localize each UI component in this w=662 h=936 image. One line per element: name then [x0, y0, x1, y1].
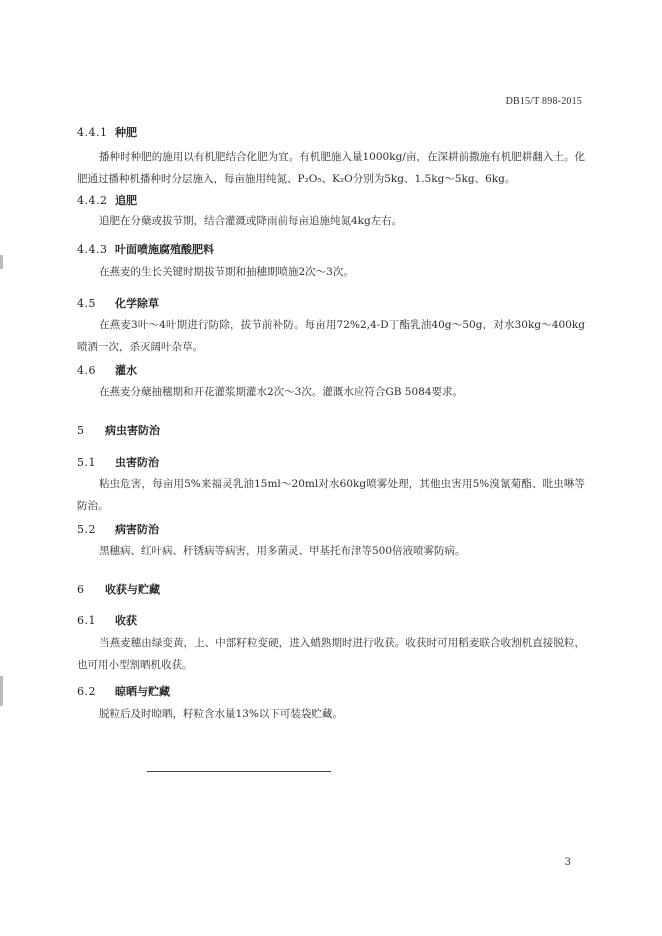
section-title: 病害防治 [115, 523, 159, 536]
section-heading [77, 124, 137, 140]
standard-code: DB15/T 898-2015 [505, 96, 582, 107]
section-title: 虫害防治 [115, 456, 159, 469]
section-heading [77, 192, 137, 208]
paragraph: 当燕麦穗由绿变黄，上、中部籽粒变硬，进入蜡熟期时进行收获。收获时可用稻麦联合收割机直接脱粒，也可用小型割晒机收获。 [77, 637, 585, 671]
section-title: 化学除草 [115, 297, 159, 310]
section-number: 5.2 [77, 523, 96, 536]
chapter-number: 6 [77, 583, 85, 596]
section-number: 4.5 [77, 297, 96, 310]
paragraph: 脱粒后及时晾晒，籽粒含水量13%以下可装袋贮藏。 [99, 708, 343, 720]
section-number: 4.4.3 [77, 243, 108, 256]
paragraph: 追肥在分蘖或拔节期，结合灌溉或降雨前每亩追施纯氮4kg左右。 [99, 215, 403, 227]
end-rule [147, 771, 331, 772]
section-title: 追肥 [115, 194, 137, 207]
section-title: 种肥 [115, 126, 137, 139]
section-heading [77, 683, 170, 699]
paragraph: 在燕麦的生长关键时期拔节期和抽穗期喷施2次～3次。 [99, 266, 354, 278]
paragraph: 黑穗病、红叶病、秆锈病等病害，用多菌灵、甲基托布津等500倍液喷雾防病。 [99, 545, 466, 557]
section-heading [77, 295, 159, 311]
section-heading [77, 612, 137, 628]
section-heading [77, 362, 137, 378]
section-number: 4.4.1 [77, 126, 108, 139]
chapter-heading [77, 422, 160, 438]
section-heading [77, 521, 159, 537]
section-title: 叶面喷施腐殖酸肥料 [115, 243, 214, 256]
chapter-title: 收获与贮藏 [105, 583, 160, 596]
section-number: 6.2 [77, 685, 96, 698]
section-number: 6.1 [77, 614, 96, 627]
section-heading [77, 241, 214, 257]
page-number: 3 [564, 857, 571, 868]
paragraph: 播种时种肥的施用以有机肥结合化肥为宜。有机肥施入量1000kg/亩，在深耕前撒施有机肥耕翻入土。化肥通过播种机播种时分层施入，每亩施用纯氮、P₂O₅、K₂O分别为5kg、1.5kg～5kg、6kg。 [77, 151, 585, 185]
chapter-title: 病虫害防治 [105, 424, 160, 437]
section-heading [77, 454, 159, 470]
paragraph: 粘虫危害，每亩用5%来福灵乳油15ml～20ml对水60kg喷雾处理，其他虫害用5%溴氰菊酯、吡虫啉等防治。 [77, 478, 585, 512]
section-number: 5.1 [77, 456, 96, 469]
paragraph: 在燕麦分蘖抽穗期和开花灌浆期灌水2次～3次。灌溉水应符合GB 5084要求。 [99, 386, 464, 398]
scan-edge-mark [0, 676, 3, 706]
paragraph: 在燕麦3叶～4叶期进行防除，拔节前补防。每亩用72%2,4-D丁酯乳油40g～50g，对水30kg～400kg喷洒一次，杀灭阔叶杂草。 [77, 319, 585, 353]
section-title: 晾晒与贮藏 [115, 685, 170, 698]
chapter-heading [77, 581, 160, 597]
section-title: 收获 [115, 614, 137, 627]
section-title: 灌水 [115, 364, 137, 377]
section-number: 4.4.2 [77, 194, 108, 207]
section-number: 4.6 [77, 364, 96, 377]
scan-edge-mark [0, 255, 3, 269]
chapter-number: 5 [77, 424, 85, 437]
